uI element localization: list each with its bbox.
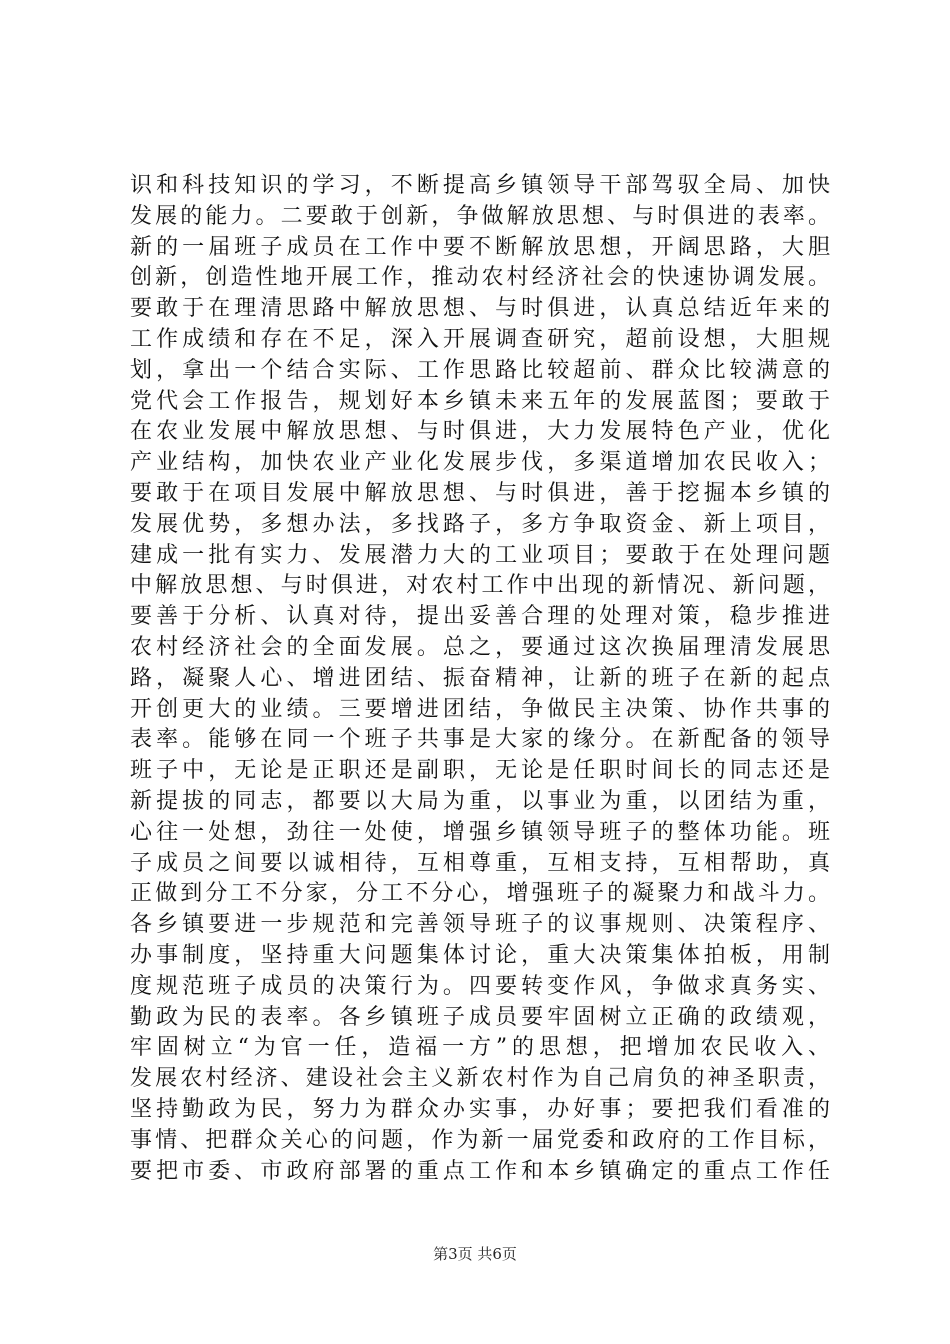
text-line: 党代会工作报告，规划好本乡镇未来五年的发展蓝图；要敢于 [130, 388, 830, 414]
text-line: 识和科技知识的学习，不断提高乡镇领导干部驾驭全局、加快 [130, 173, 830, 198]
text-line: 要善于分析、认真对待，提出妥善合理的处理对策，稳步推进 [130, 604, 830, 630]
body-text [130, 171, 830, 1187]
text-line: 班子中，无论是正职还是副职，无论是任职时间长的同志还是 [130, 758, 830, 784]
text-line: 事情、把群众关心的问题，作为新一届党委和政府的工作目标， [130, 1127, 830, 1153]
text-line: 发展优势，多想办法，多找路子，多方争取资金、新上项目， [130, 511, 830, 537]
text-line: 产业结构，加快农业产业化发展步伐，多渠道增加农民收入； [130, 450, 830, 476]
text-line: 要把市委、市政府部署的重点工作和本乡镇确定的重点工作任 [130, 1158, 830, 1184]
text-line: 正做到分工不分家，分工不分心，增强班子的凝聚力和战斗力。 [130, 881, 830, 907]
text-line: 在农业发展中解放思想、与时俱进，大力发展特色产业，优化 [130, 419, 830, 445]
text-line: 建成一批有实力、发展潜力大的工业项目；要敢于在处理问题 [130, 542, 830, 568]
text-line: 发展的能力。二要敢于创新，争做解放思想、与时俱进的表率。 [130, 203, 830, 229]
text-line: 新提拔的同志，都要以大局为重，以事业为重，以团结为重， [130, 788, 830, 814]
text-line: 勤政为民的表率。各乡镇班子成员要牢固树立正确的政绩观， [130, 1004, 830, 1030]
text-line: 各乡镇要进一步规范和完善领导班子的议事规则、决策程序、 [130, 912, 830, 938]
text-line: 工作成绩和存在不足，深入开展调查研究，超前设想，大胆规 [130, 326, 830, 352]
text-line: 要敢于在理清思路中解放思想、与时俱进，认真总结近年来的 [130, 296, 830, 322]
text-line: 坚持勤政为民，努力为群众办实事，办好事；要把我们看准的 [130, 1096, 830, 1122]
text-line: 中解放思想、与时俱进，对农村工作中出现的新情况、新问题， [130, 573, 830, 599]
text-line: 开创更大的业绩。三要增进团结，争做民主决策、协作共事的 [130, 696, 830, 722]
text-line: 路，凝聚人心、增进团结、振奋精神，让新的班子在新的起点 [130, 665, 830, 691]
page-number-footer: 第3页 共6页 [433, 1245, 517, 1263]
text-line: 划，拿出一个结合实际、工作思路比较超前、群众比较满意的 [130, 357, 830, 383]
text-line: 度规范班子成员的决策行为。四要转变作风，争做求真务实、 [130, 973, 830, 999]
text-line: 新的一届班子成员在工作中要不断解放思想，开阔思路，大胆 [130, 234, 830, 260]
text-line: 发展农村经济、建设社会主义新农村作为自己肩负的神圣职责， [130, 1066, 830, 1092]
text-line: 心往一处想，劲往一处使，增强乡镇领导班子的整体功能。班 [130, 819, 830, 845]
text-line: 牢固树立“为官一任，造福一方”的思想，把增加农民收入、 [130, 1035, 830, 1061]
text-line: 表率。能够在同一个班子共事是大家的缘分。在新配备的领导 [130, 727, 830, 753]
text-line: 创新，创造性地开展工作，推动农村经济社会的快速协调发展。 [130, 265, 830, 291]
text-line: 办事制度，坚持重大问题集体讨论，重大决策集体拍板，用制 [130, 942, 830, 968]
text-line: 子成员之间要以诚相待，互相尊重，互相支持，互相帮助，真 [130, 850, 830, 876]
text-line: 农村经济社会的全面发展。总之，要通过这次换届理清发展思 [130, 634, 830, 660]
text-line: 要敢于在项目发展中解放思想、与时俱进，善于挖掘本乡镇的 [130, 480, 830, 506]
